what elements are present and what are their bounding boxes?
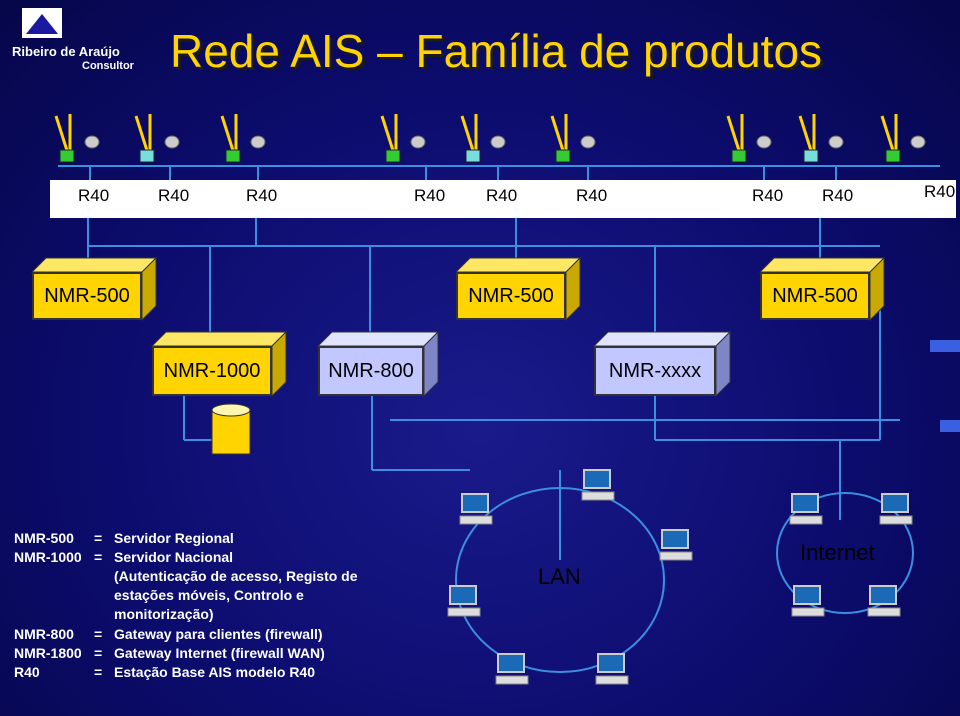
station-label: R40 <box>414 186 446 205</box>
computer-icon <box>660 552 692 560</box>
computer-icon <box>882 494 908 512</box>
computer-icon <box>868 608 900 616</box>
server-nmr500: NMR-500 <box>760 272 870 320</box>
legend-code: NMR-1000 <box>14 549 82 565</box>
legend-desc: Estação Base AIS modelo R40 <box>114 664 316 680</box>
dish-icon <box>165 136 179 148</box>
server-top-face <box>456 258 580 272</box>
server-top-face <box>760 258 884 272</box>
station-label: R40 <box>246 186 278 205</box>
computer-icon <box>790 516 822 524</box>
computer-icon <box>870 586 896 604</box>
computer-icon <box>794 586 820 604</box>
station-device-icon <box>60 150 74 162</box>
dish-icon <box>251 136 265 148</box>
dish-icon <box>491 136 505 148</box>
decoration <box>930 340 960 352</box>
legend-sep: = <box>94 549 103 565</box>
legend-sep: = <box>94 530 103 546</box>
station-device-icon <box>886 150 900 162</box>
legend-desc: estações móveis, Controlo e <box>114 587 304 603</box>
computer-icon <box>584 470 610 488</box>
server-nmrxxxx: NMR-xxxx <box>594 346 716 396</box>
logo-icon <box>22 8 62 38</box>
station-label: R40 <box>752 186 784 205</box>
server-nmr1000: NMR-1000 <box>152 346 272 396</box>
dish-icon <box>411 136 425 148</box>
station-label: R40 <box>158 186 190 205</box>
dish-icon <box>85 136 99 148</box>
legend-sep: = <box>94 664 103 680</box>
decoration <box>940 420 960 432</box>
station-device-icon <box>804 150 818 162</box>
lan-label: LAN <box>538 564 581 589</box>
legend-code: NMR-800 <box>14 626 74 642</box>
logo-subtitle: Consultor <box>82 60 134 72</box>
legend-desc: Gateway para clientes (firewall) <box>114 626 323 642</box>
legend-desc: (Autenticação de acesso, Registo de <box>114 568 358 584</box>
station-device-icon <box>466 150 480 162</box>
computer-icon <box>496 676 528 684</box>
logo-name: Ribeiro de Araújo <box>12 44 120 59</box>
server-nmr500: NMR-500 <box>32 272 142 320</box>
server-nmr800: NMR-800 <box>318 346 424 396</box>
computer-icon <box>596 676 628 684</box>
legend-desc: Gateway Internet (firewall WAN) <box>114 645 325 661</box>
server-nmr500: NMR-500 <box>456 272 566 320</box>
station-label: R40 <box>822 186 854 205</box>
computer-icon <box>448 608 480 616</box>
computer-icon <box>450 586 476 604</box>
database-icon <box>212 404 250 416</box>
station-label: R40 <box>576 186 608 205</box>
legend-code: NMR-500 <box>14 530 74 546</box>
legend-desc: Servidor Nacional <box>114 549 234 565</box>
server-top-face <box>594 332 730 346</box>
station-device-icon <box>386 150 400 162</box>
station-device-icon <box>556 150 570 162</box>
station-device-icon <box>732 150 746 162</box>
logo <box>22 8 62 38</box>
computer-icon <box>598 654 624 672</box>
station-device-icon <box>140 150 154 162</box>
legend-code: R40 <box>14 664 40 680</box>
legend-code: NMR-1800 <box>14 645 82 661</box>
server-top-face <box>152 332 286 346</box>
legend-sep: = <box>94 645 103 661</box>
computer-icon <box>498 654 524 672</box>
server-top-face <box>32 258 156 272</box>
dish-icon <box>757 136 771 148</box>
database-icon <box>212 410 250 454</box>
computer-icon <box>792 494 818 512</box>
legend-desc: monitorização) <box>114 606 214 622</box>
station-label: R40 <box>924 182 956 201</box>
computer-icon <box>880 516 912 524</box>
computer-icon <box>462 494 488 512</box>
station-device-icon <box>226 150 240 162</box>
internet-label: Internet <box>800 540 875 565</box>
computer-icon <box>460 516 492 524</box>
computer-icon <box>792 608 824 616</box>
dish-icon <box>581 136 595 148</box>
computer-icon <box>582 492 614 500</box>
server-top-face <box>318 332 438 346</box>
dish-icon <box>911 136 925 148</box>
legend-desc: Servidor Regional <box>114 530 234 546</box>
computer-icon <box>662 530 688 548</box>
station-label: R40 <box>486 186 518 205</box>
legend-sep: = <box>94 626 103 642</box>
station-label: R40 <box>78 186 110 205</box>
dish-icon <box>829 136 843 148</box>
page-title: Rede AIS – Família de produtos <box>170 25 823 77</box>
